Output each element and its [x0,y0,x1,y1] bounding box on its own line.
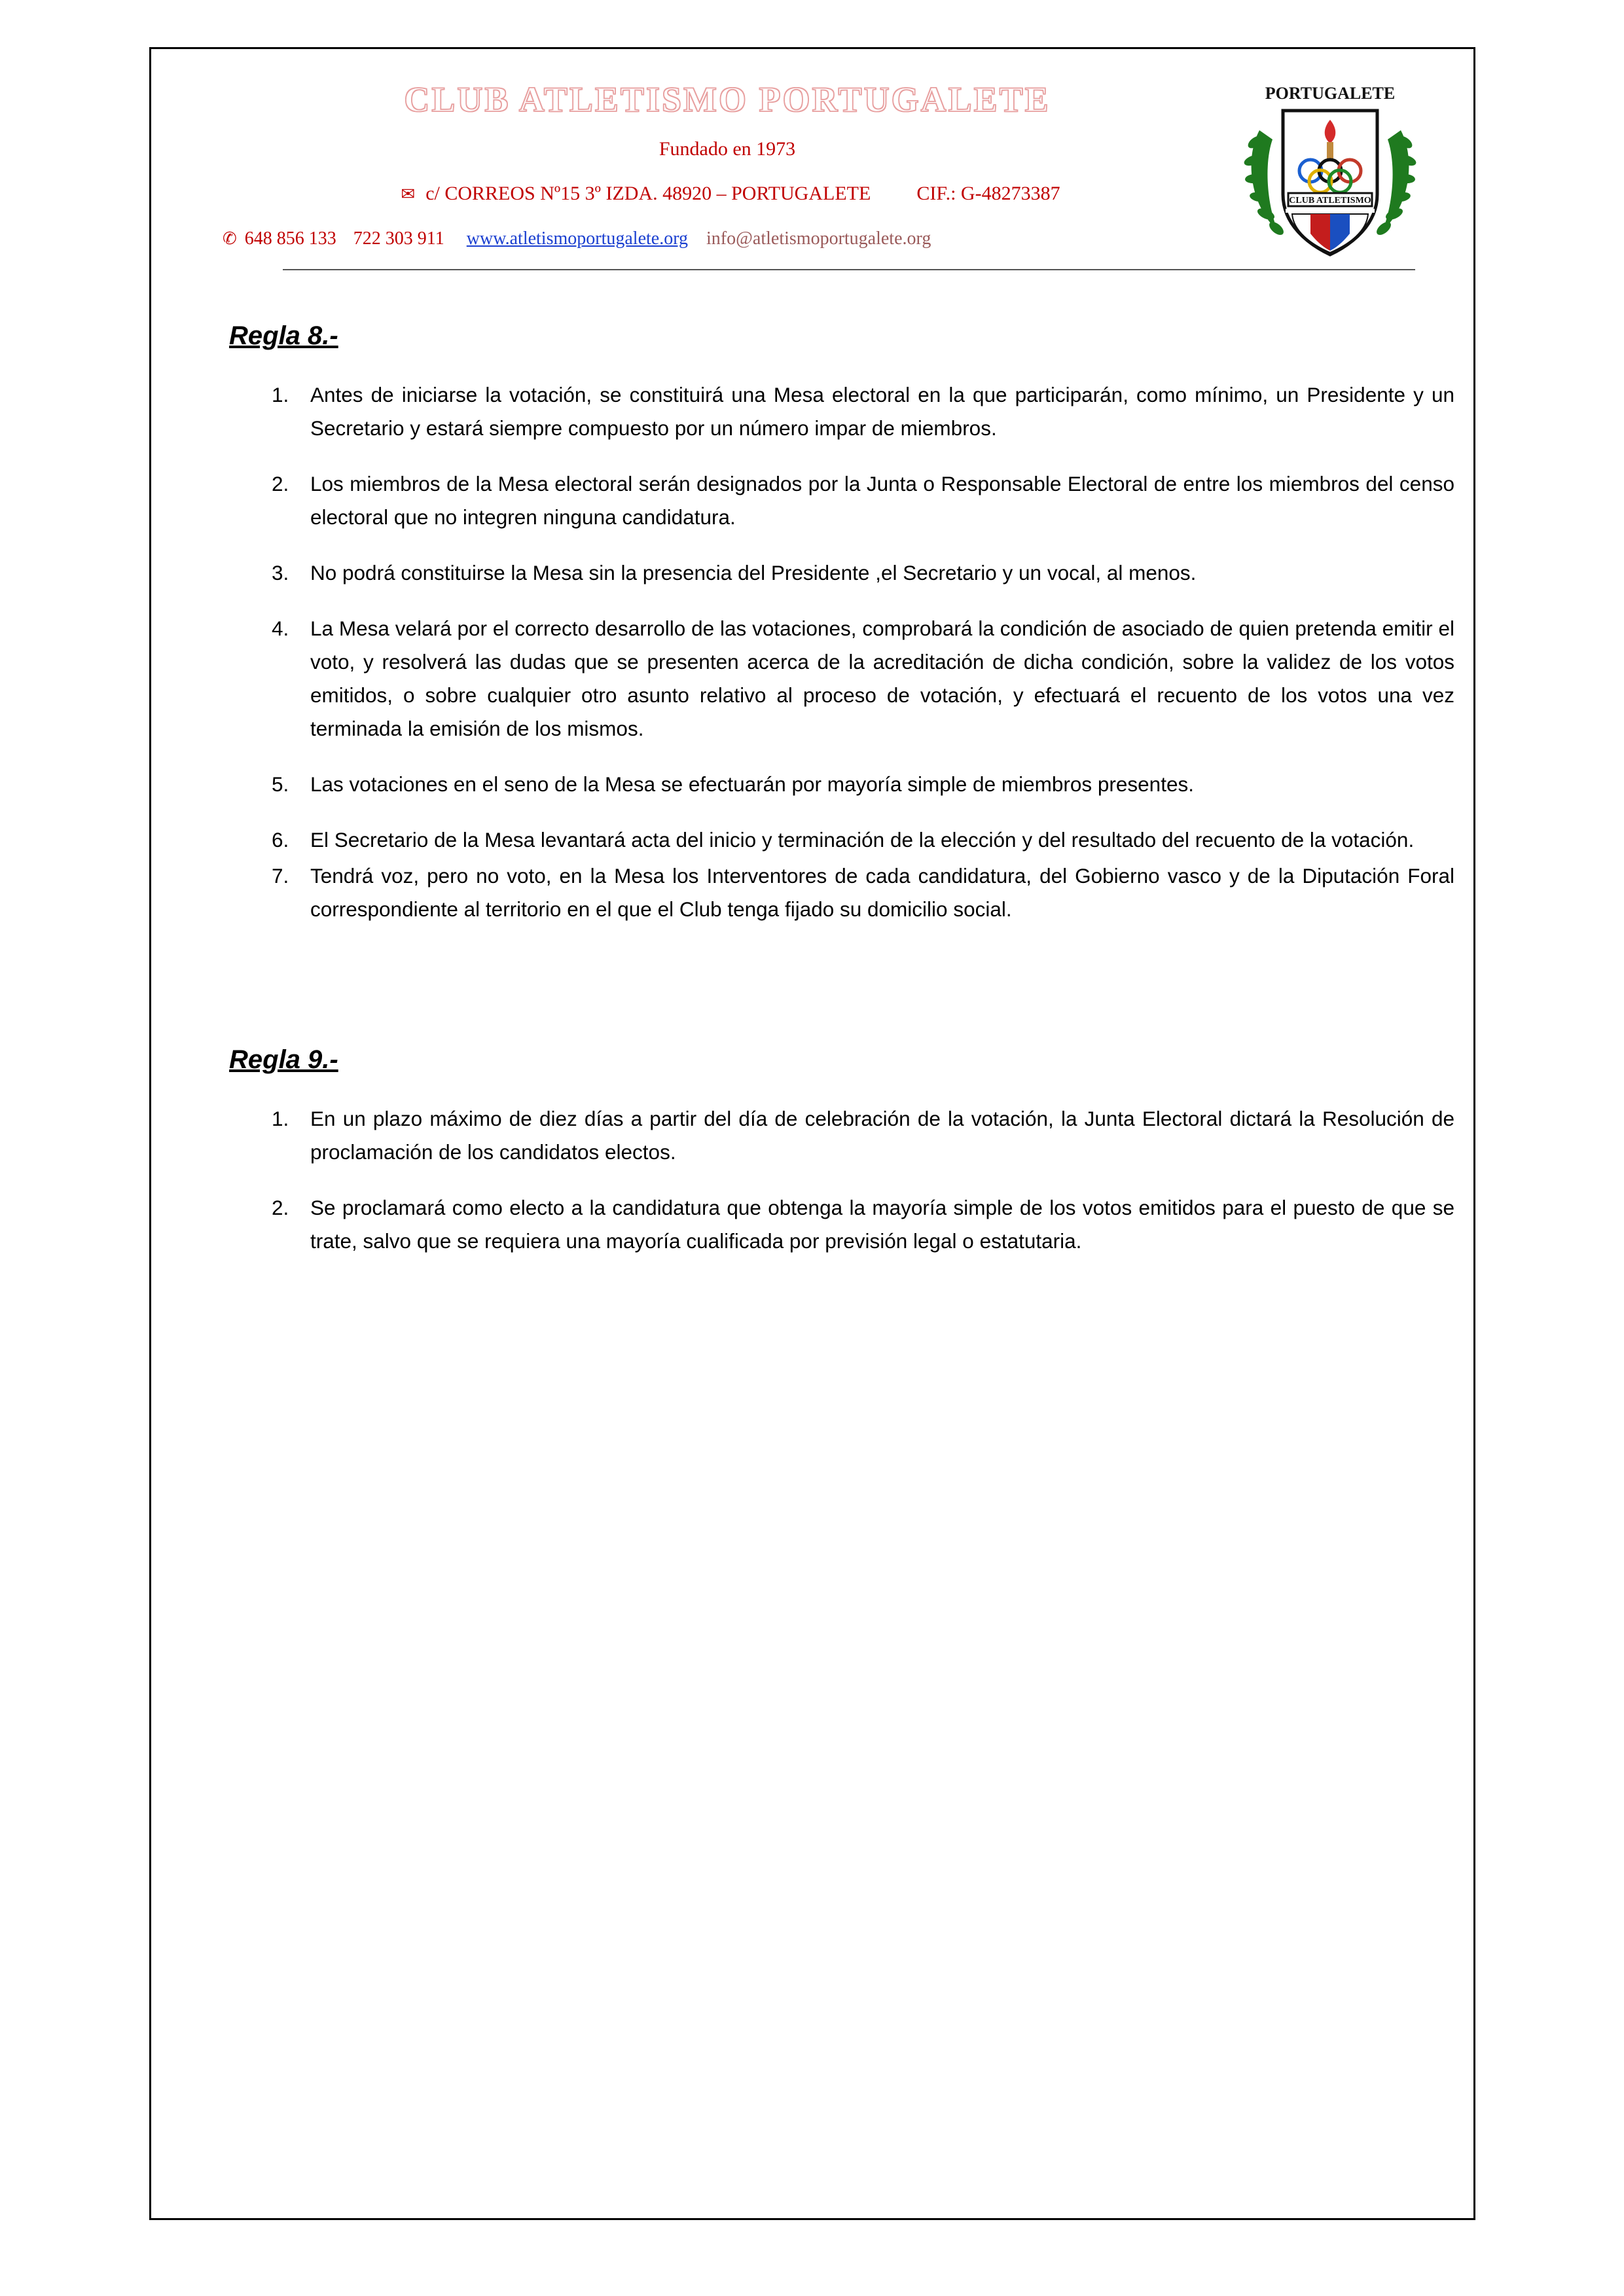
mail-icon: ✉ [401,185,416,204]
section-regla-9 [170,1045,1454,1258]
phone-primary: 648 856 133 [244,228,336,249]
founded-year: Fundado en 1973 [659,138,796,160]
list-item: 1. En un plazo máximo de diez días a partir del día de celebración de la votación, la Junta Electoral dictará la Resolución de proclamación de los candidatos electos. [295,1102,1454,1169]
list-item: 3. No podrá constituirse la Mesa sin la presencia del Presidente ,el Secretario y un vocal, al menos. [295,556,1454,590]
list-item: 2. Se proclamará como electo a la candidatura que obtenga la mayoría simple de los votos emitidos para el puesto de que se trate, salvo que se requiera una mayoría cualificada por previsión legal o estatutaria. [295,1191,1454,1258]
section-heading: Regla 8.- [229,321,338,350]
section-spacer [170,948,1454,994]
email-address: info@atletismoportugalete.org [706,228,931,249]
club-title: CLUB ATLETISMO PORTUGALETE [404,80,1051,119]
svg-text:PORTUGALETE: PORTUGALETE [1265,84,1396,103]
list-item: 6. El Secretario de la Mesa levantará acta del inicio y terminación de la elección y del resultado del recuento de la votación. [295,823,1454,857]
svg-text:CLUB ATLETISMO: CLUB ATLETISMO [1289,196,1371,206]
list-item: 4. La Mesa velará por el correcto desarrollo de las votaciones, comprobará la condición de asociado de quien pretenda emitir el voto, y resolverá las dudas que se presenten acerca de la acreditación de dicha condición, sobre la validez de los votos emitidos, o sobre cualquier otro asunto relativo al proceso de votación, y efectuará el recuento de los votos una vez terminada la emisión de los mismos. [295,612,1454,745]
cif-number: CIF.: G-48273387 [916,183,1060,204]
page-content [170,56,1454,1280]
phone-secondary: 722 303 911 [353,228,444,249]
club-crest-icon [1232,79,1428,276]
letterhead [170,79,1454,270]
list-item: 2. Los miembros de la Mesa electoral serán designados por la Junta o Responsable Electoral de entre los miembros del censo electoral que no integren ninguna candidatura. [295,467,1454,534]
website-link[interactable]: www.atletismoportugalete.org [466,228,689,249]
list-item: 7. Tendrá voz, pero no voto, en la Mesa los Interventores de cada candidatura, del Gobierno vasco y de la Diputación Foral correspondiente al territorio en el que el Club tenga fijado su domicilio social. [295,859,1454,926]
phone-icon: ✆ [223,229,237,248]
section-heading: Regla 9.- [229,1045,338,1075]
section-regla-8 [170,321,1454,926]
list-item: 1. Antes de iniciarse la votación, se constituirá una Mesa electoral en la que participarán, como mínimo, un Presidente y un Secretario y estará siempre compuesto por un número impar de miembros. [295,378,1454,445]
postal-address: c/ CORREOS Nº15 3º IZDA. 48920 – PORTUGALETE [425,183,871,204]
list-item: 5. Las votaciones en el seno de la Mesa se efectuarán por mayoría simple de miembros presentes. [295,768,1454,801]
section-list [170,378,1454,926]
section-list [170,1102,1454,1258]
